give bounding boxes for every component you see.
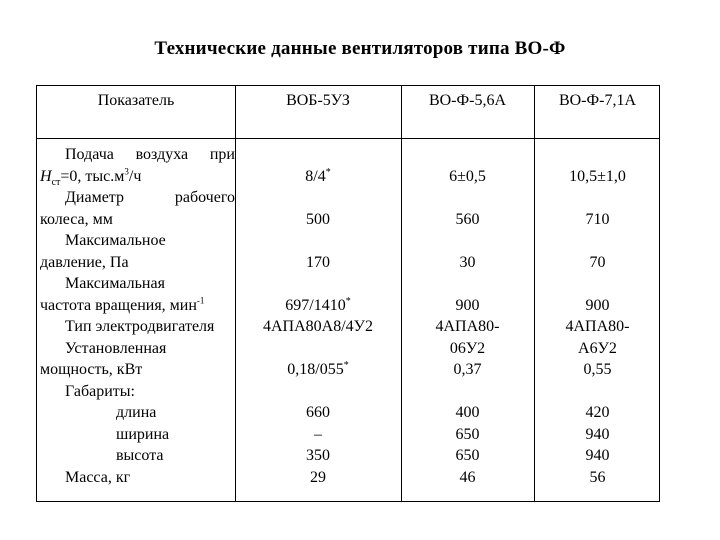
specs-table bbox=[36, 85, 660, 502]
header-indicator: Показатель bbox=[97, 92, 175, 109]
value-power: 0,55 bbox=[583, 361, 612, 378]
value-diameter: 710 bbox=[585, 210, 610, 228]
value-mass: 29 bbox=[310, 468, 326, 486]
column-vob-5uz bbox=[235, 144, 401, 488]
blank-cell bbox=[534, 187, 661, 209]
indicator-power-line1: Установленная bbox=[65, 339, 167, 357]
value-length: 420 bbox=[585, 404, 610, 421]
blank-cell bbox=[534, 144, 661, 166]
value-width: – bbox=[314, 425, 322, 443]
value-motor-line1: 4АПА80А8/4У2 bbox=[263, 318, 373, 335]
indicator-frequency-line2: частота вращения, мин$^{-1}$ bbox=[40, 295, 205, 314]
value-frequency: 697/1410* bbox=[285, 295, 351, 314]
value-frequency: 900 bbox=[585, 296, 610, 314]
value-motor-line2: 06У2 bbox=[449, 339, 486, 357]
indicator-height: высота bbox=[116, 447, 164, 464]
value-mass: 46 bbox=[459, 468, 476, 486]
indicator-mass: Масса, кг bbox=[65, 468, 131, 486]
header-vo-f-5-6a: ВО-Ф-5,6А bbox=[428, 92, 507, 109]
blank-cell bbox=[401, 230, 534, 252]
blank-cell bbox=[235, 144, 401, 166]
indicator-flow-line2: $H_{ст}=0$, $тыс.м^3/ч$ bbox=[40, 166, 142, 188]
header-divider bbox=[37, 138, 659, 139]
value-pressure: 30 bbox=[459, 253, 476, 271]
value-flow: 10,5±1,0 bbox=[569, 167, 626, 185]
blank-cell bbox=[534, 230, 661, 252]
value-diameter: 560 bbox=[455, 210, 480, 228]
value-motor-line2 bbox=[235, 338, 401, 360]
blank-cell bbox=[401, 273, 534, 295]
value-flow: 6±0,5 bbox=[449, 167, 486, 185]
value-height: 350 bbox=[306, 447, 330, 464]
value-mass: 56 bbox=[589, 468, 606, 486]
value-length: 660 bbox=[306, 404, 330, 421]
value-motor-line1: 4АПА80- bbox=[565, 318, 630, 335]
column-vo-f-5-6a bbox=[401, 144, 534, 488]
blank-cell bbox=[401, 381, 534, 403]
value-power: 0,37 bbox=[453, 361, 482, 378]
indicator-pressure-line1: Максимальное bbox=[65, 232, 166, 249]
blank-cell bbox=[235, 273, 401, 295]
value-motor-line1: 4АПА80- bbox=[435, 318, 500, 335]
page-title: Технические данные вентиляторов типа ВО-Ф bbox=[154, 38, 566, 59]
value-pressure: 170 bbox=[306, 253, 330, 271]
value-width: 940 bbox=[585, 425, 610, 443]
indicator-diameter-line2: колеса, мм bbox=[40, 210, 113, 228]
blank-cell bbox=[401, 187, 534, 209]
indicator-motor: Тип электродвигателя bbox=[65, 318, 215, 335]
blank-cell bbox=[534, 381, 661, 403]
blank-cell bbox=[235, 381, 401, 403]
header-vob-5uz: ВОБ-5УЗ bbox=[286, 92, 350, 109]
value-pressure: 70 bbox=[589, 253, 606, 271]
blank-cell bbox=[235, 187, 401, 209]
blank-cell bbox=[534, 273, 661, 295]
indicator-pressure-line2: давление, Па bbox=[40, 253, 129, 271]
value-width: 650 bbox=[455, 425, 480, 443]
blank-cell bbox=[401, 144, 534, 166]
value-frequency: 900 bbox=[455, 296, 480, 314]
value-length: 400 bbox=[455, 404, 480, 421]
indicator-length: длина bbox=[116, 404, 157, 421]
indicator-column bbox=[40, 144, 235, 488]
value-power: 0,18/055* bbox=[287, 360, 349, 378]
indicator-dimensions: Габариты: bbox=[65, 382, 135, 400]
value-height: 940 bbox=[585, 447, 610, 464]
column-vo-f-7-1a bbox=[534, 144, 661, 488]
value-motor-line2: А6У2 bbox=[578, 339, 617, 357]
blank-cell bbox=[235, 230, 401, 252]
indicator-frequency-line1: Максимальная bbox=[65, 275, 165, 292]
indicator-width: ширина bbox=[116, 425, 170, 443]
indicator-power-line2: мощность, кВт bbox=[40, 361, 143, 378]
header-vo-f-7-1a: ВО-Ф-7,1А bbox=[558, 92, 637, 109]
value-flow: 8/4* bbox=[305, 166, 331, 185]
indicator-diameter-line1: Диаметр рабочего bbox=[65, 189, 235, 206]
value-height: 650 bbox=[455, 447, 480, 464]
value-diameter: 500 bbox=[306, 210, 330, 228]
indicator-flow-line1: Подача воздуха при bbox=[65, 146, 235, 163]
